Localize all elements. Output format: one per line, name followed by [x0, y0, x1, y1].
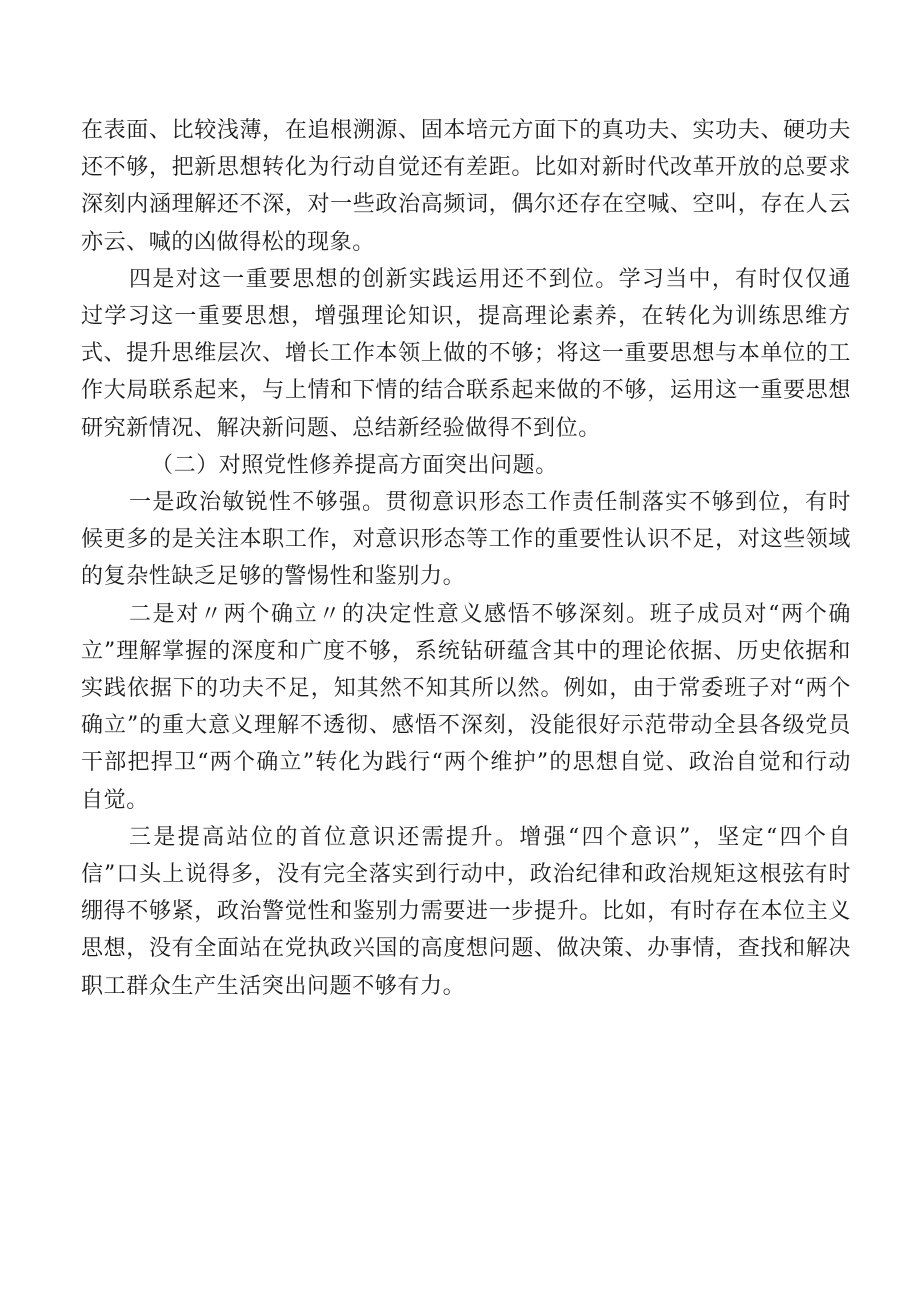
paragraph-point-two: 二是对〃两个确立〃的决定性意义感悟不够深刻。班子成员对“两个确立”理解掌握的深度和广度不够，系统钻研蕴含其中的理论依据、历史依据和实践依据下的功夫不足，知其然不知其所以然。例如，由于常委班子对“两个确立”的重大意义理解不透彻、感悟不深刻，没能很好示范带动全县各级党员干部把捍卫“两个确立”转化为践行“两个维护”的思想自觉、政治自觉和行动自觉。: [81, 601, 851, 813]
document-body: [81, 112, 851, 1005]
paragraph-point-four: 四是对这一重要思想的创新实践运用还不到位。学习当中，有时仅仅通过学习这一重要思想，增强理论知识，提高理论素养，在转化为训练思维方式、提升思维层次、增长工作本领上做的不够；将这一重要思想与本单位的工作大局联系起来，与上情和下情的结合联系起来做的不够，运用这一重要思想研究新情况、解决新问题、总结新经验做得不到位。: [81, 266, 851, 441]
paragraph-continuation: 在表面、比较浅薄，在追根溯源、固本培元方面下的真功夫、实功夫、硬功夫还不够，把新思想转化为行动自觉还有差距。比如对新时代改革开放的总要求深刻内涵理解还不深，对一些政治高频词，偶尔还存在空喊、空叫，存在人云亦云、喊的凶做得松的现象。: [81, 118, 851, 255]
section-heading-2: （二）对照党性修养提高方面突出问题。: [151, 452, 558, 478]
paragraph-point-one: 一是政治敏锐性不够强。贯彻意识形态工作责任制落实不够到位，有时候更多的是关注本职工作，对意识形态等工作的重要性认识不足，对这些领域的复杂性缺乏足够的警惕性和鉴别力。: [81, 490, 851, 590]
paragraph-point-three: 三是提高站位的首位意识还需提升。增强“四个意识”，坚定“四个自信”口头上说得多，没有完全落实到行动中，政治纪律和政治规矩这根弦有时绷得不够紧，政治警觉性和鉴别力需要进一步提升。比如，有时存在本位主义思想，没有全面站在党执政兴国的高度想问题、做决策、办事情，查找和解决职工群众生产生活突出问题不够有力。: [81, 824, 851, 999]
